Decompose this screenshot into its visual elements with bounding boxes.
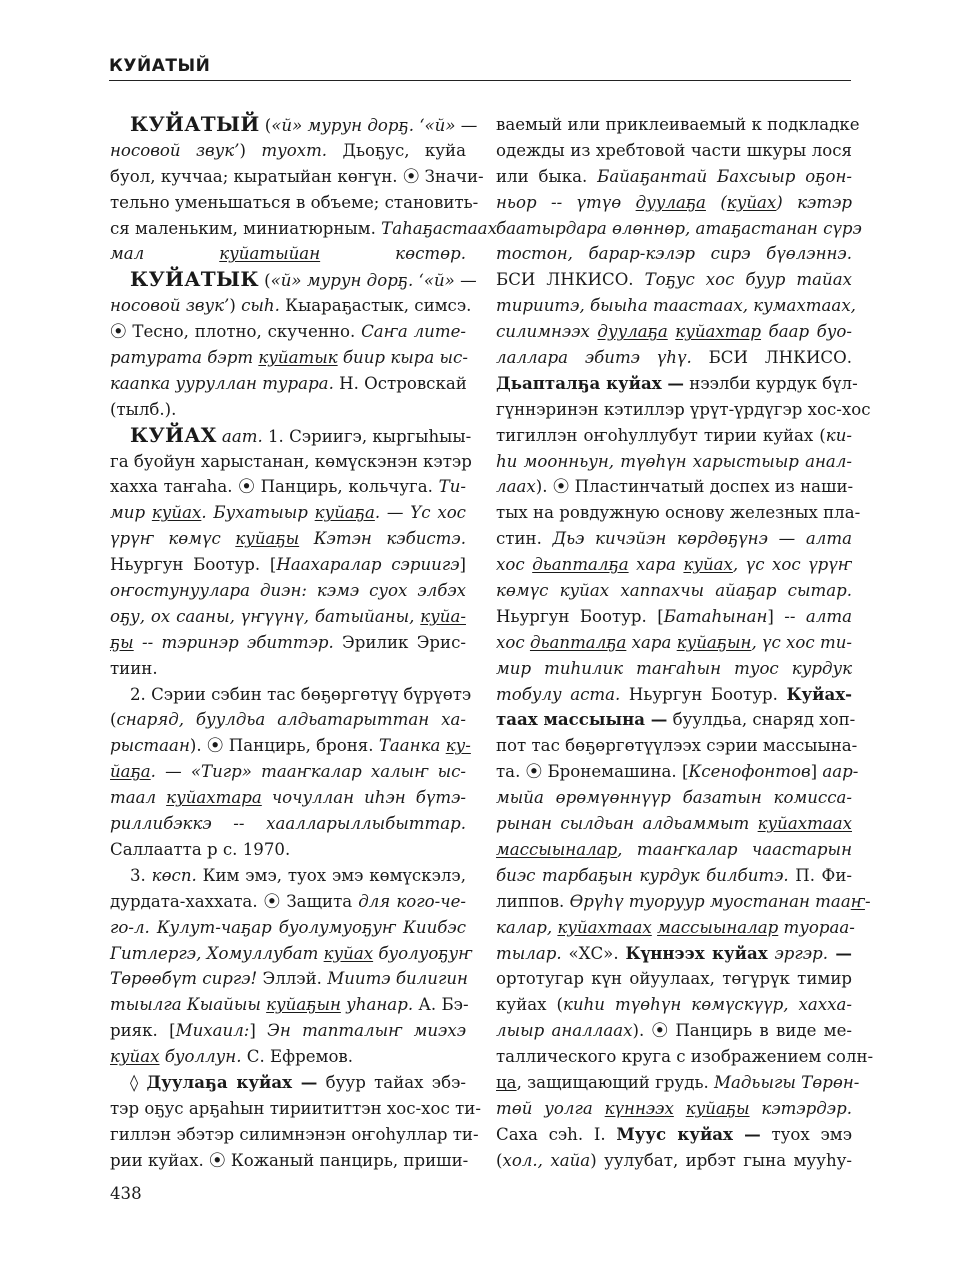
- sub-headword: Дьапталҕа куйах —: [496, 372, 684, 393]
- text-run: мир тиһилик таҥаһын туос курдук: [496, 658, 852, 678]
- text-run: гиллэн эбэтэр силимнэнэн оҥоһуллар ти-: [110, 1124, 479, 1144]
- text-line: [496, 1070, 860, 1096]
- text-run: . — «Тигр» тааҥкалар халыҥ ыс-: [150, 762, 466, 782]
- text-line: [496, 915, 855, 941]
- text-run: ньор -- үтүө: [496, 192, 636, 212]
- text-line: [110, 241, 466, 267]
- text-run: тигиллэн оҥоһуллубут тирии куйах (: [496, 425, 826, 445]
- text-run: [674, 1099, 686, 1118]
- text-run: одежды из хребтовой части шкуры лося: [496, 140, 852, 160]
- text-run: Ньургун Боотур. [: [110, 555, 277, 575]
- text-run: массыыналар: [496, 839, 618, 859]
- text-run: таллического круга с изображением солн-: [496, 1047, 874, 1067]
- text-run: йаҕа: [110, 762, 151, 782]
- text-run: БСИ ЛНКИСО.: [496, 270, 645, 290]
- text-line: [110, 941, 473, 967]
- text-line: [496, 449, 852, 475]
- text-run: дуулаҕа: [635, 192, 706, 212]
- text-run: туохт.: [261, 140, 328, 160]
- text-line: [496, 423, 852, 449]
- text-run: липпов.: [496, 891, 570, 911]
- text-run: аат.: [221, 426, 263, 446]
- text-line: [110, 811, 466, 837]
- text-run: силимнээх: [496, 322, 598, 342]
- text-line: [496, 604, 852, 630]
- text-run: Н. Островскай: [333, 373, 467, 393]
- text-line: [110, 630, 466, 656]
- text-run: «й» мурун дорҕ. ‘«й» —: [270, 271, 477, 291]
- text-line: [496, 889, 871, 915]
- text-run: Ти-: [438, 477, 466, 497]
- text-run: С. Ефремов.: [241, 1047, 354, 1067]
- text-run: (: [110, 710, 117, 730]
- text-line: [496, 319, 852, 345]
- text-run: хол., хайа: [502, 1150, 591, 1170]
- text-run: куйа-: [420, 606, 466, 626]
- text-run: Саҥа лите-: [361, 322, 466, 342]
- text-run: ки-: [825, 425, 852, 445]
- text-run: ]: [810, 762, 823, 782]
- text-run: тиин.: [110, 658, 158, 678]
- text-run: Кэтэн кэбистэ.: [299, 529, 466, 549]
- text-run: ): [239, 140, 262, 160]
- text-run: Гитлергэ, Хомуллубат: [110, 943, 324, 963]
- text-run: Таанка: [378, 736, 446, 756]
- text-line: [496, 785, 852, 811]
- text-line: [110, 785, 466, 811]
- text-run: куйах: [323, 943, 374, 963]
- text-line: [496, 1096, 852, 1122]
- text-run: куйахтара: [166, 788, 262, 808]
- text-run: хара: [626, 632, 677, 652]
- text-run: калар,: [496, 917, 558, 937]
- text-run: куйатыйан: [219, 244, 321, 264]
- text-run: биэс тарбаҕын курдук билбитэ.: [496, 865, 789, 885]
- sub-headword: —: [828, 942, 852, 963]
- text-line: [110, 915, 466, 941]
- text-run: дурдата-хаххата. ⦿ Защита: [110, 891, 359, 911]
- text-line: [496, 164, 852, 190]
- text-line: [110, 759, 466, 785]
- text-line: [110, 889, 466, 915]
- text-line: [110, 863, 466, 889]
- text-run: Саха сэһ. I.: [496, 1124, 617, 1144]
- text-line: [110, 345, 466, 371]
- text-run: киһи түөһүн көмүскүүр, хахха-: [562, 995, 852, 1015]
- text-line: [496, 1044, 874, 1070]
- text-line: [110, 422, 472, 449]
- text-line: [110, 526, 466, 552]
- text-run: га буойун харыстанан, көмүскэнэн кэтэр: [110, 451, 472, 471]
- text-run: Эн тапталыҥ миэхэ: [267, 1021, 467, 1041]
- text-line: [110, 190, 479, 216]
- text-line: [110, 500, 466, 526]
- text-run: А. Бэ-: [413, 995, 469, 1015]
- text-run: ся маленьким, миниатюрным.: [110, 218, 382, 238]
- text-line: [110, 578, 466, 604]
- text-line: [496, 216, 862, 242]
- headword: КУЙАТЫК: [130, 267, 259, 292]
- text-run: Ксенофонтов: [688, 762, 811, 782]
- text-run: (тылб.).: [110, 399, 177, 419]
- text-run: буур тайах эбэ-: [317, 1072, 466, 1092]
- text-run: . Бухатыыр: [201, 503, 315, 523]
- text-run: 1. Сэриигэ, кыргыһыы-: [262, 426, 472, 446]
- text-run: ). ⦿ Пластинчатый доспех из наши-: [535, 477, 854, 497]
- text-run: куйах (: [496, 995, 563, 1015]
- text-run: хос: [496, 632, 530, 652]
- text-run: аар-: [822, 762, 859, 782]
- text-run: Тоҕус хос буур тайах: [644, 270, 852, 290]
- text-line: [496, 578, 852, 604]
- text-run: баар буо-: [761, 322, 852, 342]
- text-run: тыылга Кыайыы: [110, 995, 267, 1015]
- text-run: ку-: [445, 736, 471, 756]
- text-run: 2. Сэрии сэбин тас бөҕөргөтүү бүрүөтэ: [130, 684, 472, 704]
- text-run: пот тас бөҕөргөтүүлээх сэрии массыына-: [496, 736, 858, 756]
- text-run: ца: [496, 1072, 517, 1092]
- text-run: тылар.: [496, 943, 562, 963]
- sub-headword: Куйах-: [786, 683, 852, 704]
- text-run: (: [705, 192, 727, 212]
- text-run: ҕы: [110, 632, 134, 652]
- text-line: [496, 500, 861, 526]
- text-run: ратурата бэрт: [110, 348, 259, 368]
- text-run: тельно уменьшаться в объеме; становить-: [110, 192, 479, 212]
- text-line: [110, 319, 466, 345]
- text-run: буулдьа, снаряд хоп-: [667, 710, 856, 730]
- text-line: [496, 345, 852, 371]
- text-run: чочуллан иһэн бүтэ-: [261, 788, 466, 808]
- text-run: «й» мурун дорҕ. ‘«й» —: [271, 116, 478, 135]
- text-line: [496, 397, 871, 423]
- text-run: тостон, барар-кэлэр сирэ бүөлэннэ.: [496, 244, 852, 264]
- text-run: көстөр.: [320, 244, 466, 264]
- text-run: или быка.: [496, 166, 598, 186]
- text-line: [496, 474, 852, 500]
- text-line: [110, 267, 477, 293]
- text-run: ]: [767, 606, 785, 626]
- text-line: [110, 1096, 481, 1122]
- text-run: -- тэринэр эбиттэр.: [133, 632, 334, 652]
- text-run: ). ⦿ Панцирь, броня.: [189, 736, 379, 756]
- text-run: куйахтар: [675, 322, 762, 342]
- text-run: хос: [496, 555, 533, 575]
- text-run: оҥостунуулара диэн: кэмэ суох элбэх: [110, 581, 466, 601]
- text-run: буол, куччаа; кыратыйан көҥүн. ⦿ Значи-: [110, 166, 484, 186]
- text-line: [110, 837, 466, 863]
- text-run: го-л. Кулут-чаҕар буолумуоҕуҥ Киибэс: [110, 917, 466, 937]
- text-run: Ким эмэ, туох эмэ көмүскэлэ,: [196, 865, 466, 885]
- text-run: БСИ ЛНКИСО.: [691, 348, 852, 368]
- text-run: Наахаралар сэриигэ: [276, 555, 460, 575]
- text-run: эргэр.: [774, 943, 828, 963]
- left-column: [110, 112, 497, 1174]
- text-run: ортотугар күн ойуулаах, төгүрүк тимир: [496, 969, 852, 989]
- text-line: [110, 552, 466, 578]
- text-run: нээлби курдук бүл-: [684, 373, 858, 393]
- text-run: ). ⦿ Панцирь в виде ме-: [632, 1021, 852, 1041]
- text-run: куйах: [683, 555, 733, 575]
- text-run: риллибэккэ -- хаалларыллыбыттар.: [110, 814, 466, 834]
- text-run: снаряд, буулдьа алдьатарыттан ха-: [116, 710, 466, 730]
- text-run: Ньургун Боотур. [: [496, 606, 664, 626]
- text-run: Өрүһү туоруур муостанан таа: [569, 891, 851, 911]
- text-line: [110, 474, 466, 500]
- text-run: лаллара эбитэ үһү.: [496, 348, 692, 368]
- text-line: [110, 1122, 479, 1148]
- text-line: [496, 733, 858, 759]
- text-line: [496, 941, 852, 967]
- text-run: куйаҕы: [235, 529, 300, 549]
- text-run: Ньургун Боотур.: [620, 684, 787, 704]
- text-run: туох эмэ: [760, 1124, 852, 1144]
- text-line: [110, 992, 469, 1018]
- text-line: [496, 190, 852, 216]
- text-run: ): [229, 296, 242, 316]
- text-run: Саллаатта р с. 1970.: [110, 839, 291, 859]
- text-run: оҕу, ох сааны, үҥүүнү, батыйаны,: [110, 606, 421, 626]
- text-run: рияк. [: [110, 1021, 176, 1041]
- text-line: [110, 656, 466, 682]
- text-line: [496, 811, 852, 837]
- text-run: дьапталҕа: [532, 555, 629, 575]
- text-run: Таһаҕастаах: [381, 218, 497, 238]
- text-line: [110, 682, 472, 708]
- text-line: [496, 863, 852, 889]
- text-line: [496, 656, 852, 682]
- text-run: лыыр аналлаах: [496, 1021, 633, 1041]
- text-line: [110, 449, 472, 475]
- text-run: ҥ: [850, 891, 865, 911]
- text-run: (: [496, 1150, 503, 1170]
- text-line: [496, 682, 852, 708]
- text-run: көсп.: [151, 865, 197, 885]
- text-run: куйах: [151, 503, 202, 523]
- text-run: мыйа өрөмүөннүүр базатын комисса-: [496, 788, 852, 808]
- text-line: [496, 267, 852, 293]
- text-run: ) уулубат, ирбэт гына мууһу-: [590, 1150, 852, 1170]
- text-line: [110, 1148, 469, 1174]
- text-line: [496, 293, 856, 319]
- text-run: Эллэй.: [257, 969, 328, 989]
- text-run: носовой звук’: [110, 140, 240, 160]
- text-line: [496, 241, 852, 267]
- text-run: биир кыра ыс-: [337, 348, 468, 368]
- text-run: дуулаҕа: [597, 322, 668, 342]
- text-run: «ХС».: [561, 943, 626, 963]
- text-run: стин.: [496, 529, 553, 549]
- text-run: көмүс куйах хаппахчы айаҕар сытар.: [496, 581, 852, 601]
- text-run: мир: [110, 503, 152, 523]
- text-run: куйах: [726, 192, 777, 212]
- text-line: [496, 630, 852, 656]
- text-run: үрүҥ көмүс: [110, 529, 236, 549]
- text-run: ◊: [130, 1072, 147, 1092]
- header-title: КУЙАТЫЙ: [109, 56, 211, 76]
- text-run: Батаһынан: [663, 606, 768, 626]
- text-run: таал: [110, 788, 167, 808]
- text-run: куйаҕын: [676, 632, 752, 652]
- headword: КУЙАХ: [130, 422, 217, 447]
- text-run: , тааҥкалар чаастарын: [617, 839, 852, 859]
- text-line: [496, 526, 852, 552]
- text-line: [110, 1044, 466, 1070]
- text-run: массыыналар: [657, 917, 779, 937]
- text-run: лаах: [496, 477, 536, 497]
- text-run: Миитэ билигин: [327, 969, 468, 989]
- text-line: [110, 371, 466, 397]
- text-run: носовой звук’: [110, 296, 230, 316]
- text-run: П. Фи-: [788, 865, 852, 885]
- text-run: , үс хос үрүҥ: [732, 555, 852, 575]
- text-run: куйаҕы: [685, 1098, 750, 1118]
- text-run: Дьоҕус, куйа: [327, 140, 467, 160]
- text-run: Байаҕантай Бахсыыр оҕон-: [597, 166, 852, 186]
- text-run: дьапталҕа: [529, 632, 627, 652]
- text-run: , үс хос ти-: [751, 632, 852, 652]
- text-run: һи моонньун, түөһүн харыстыыр анал-: [496, 451, 852, 471]
- text-line: [496, 1148, 852, 1174]
- text-line: [496, 552, 852, 578]
- text-line: [496, 138, 852, 164]
- text-run: тых на ровдужную основу железных пла-: [496, 503, 861, 523]
- text-run: рыстаан: [110, 736, 190, 756]
- text-line: [110, 707, 466, 733]
- text-run: -- алта: [784, 606, 853, 626]
- text-run: баатырдара өлөннөр, атаҕастанан сүрэ: [496, 218, 862, 238]
- text-run: куйахтаах: [557, 917, 652, 937]
- text-run: [768, 944, 775, 963]
- text-line: [496, 837, 852, 863]
- text-run: (: [258, 271, 271, 291]
- text-run: күннээх: [604, 1098, 674, 1118]
- text-run: . — Үс хос: [374, 503, 466, 523]
- right-column: [496, 112, 874, 1174]
- text-run: каапка ууруллан турара.: [110, 373, 334, 393]
- text-run: Эрилик Эрис-: [333, 632, 466, 652]
- text-run: тэр оҕус арҕаһын тириититтэн хос-хос ти-: [110, 1098, 481, 1118]
- text-run: Кыараҕастык, симсэ.: [279, 296, 472, 316]
- sub-headword: Муус куйах —: [616, 1123, 761, 1144]
- text-line: [496, 759, 859, 785]
- text-run: гүннэринэн кэтиллэр үрүт-үрдүгэр хос-хос: [496, 399, 871, 419]
- text-line: [110, 164, 484, 190]
- text-line: [110, 138, 466, 164]
- text-run: (: [259, 116, 272, 135]
- text-line: [496, 707, 856, 733]
- text-line: [110, 733, 471, 759]
- text-line: [110, 1070, 466, 1096]
- text-run: куйах: [110, 1047, 160, 1067]
- text-run: та. ⦿ Бронемашина. [: [496, 762, 689, 782]
- text-run: уһанар.: [340, 995, 414, 1015]
- text-run: мал: [110, 244, 220, 264]
- text-run: куйаҕа: [314, 503, 375, 523]
- text-run: ⦿ Тесно, плотно, скученно.: [110, 322, 362, 342]
- text-line: [110, 966, 466, 992]
- text-run: тириитэ, быыһа таастаах, кумахтаах,: [496, 296, 856, 316]
- text-line: [110, 1018, 466, 1044]
- text-run: буоллун.: [159, 1047, 242, 1067]
- text-run: ]: [459, 555, 466, 575]
- text-line: [110, 293, 472, 319]
- text-line: [110, 112, 478, 138]
- text-run: Дьэ кичэйэн көрдөҕүнэ — алта: [552, 529, 852, 549]
- text-line: [496, 992, 852, 1018]
- text-run: 3.: [130, 865, 152, 885]
- text-run: сыһ.: [241, 296, 280, 316]
- text-run: рии куйах. ⦿ Кожаный панцирь, приши-: [110, 1150, 469, 1170]
- text-run: для кого-че-: [358, 891, 466, 911]
- running-header: [109, 54, 851, 81]
- text-run: ]: [249, 1021, 268, 1041]
- sub-headword: Дуулаҕа куйах —: [146, 1071, 318, 1092]
- text-run: Михаил:: [175, 1021, 250, 1041]
- headword: КУЙАТЫЙ: [130, 112, 260, 136]
- text-line: [110, 604, 466, 630]
- text-run: төй уолга: [496, 1098, 605, 1118]
- text-line: [496, 966, 852, 992]
- text-line: [496, 1018, 852, 1044]
- text-line: [110, 216, 497, 242]
- text-run: ) кэтэр: [776, 192, 852, 212]
- text-run: буолуоҕуҥ: [373, 943, 473, 963]
- page-number: 438: [110, 1184, 142, 1203]
- text-line: [496, 112, 860, 138]
- text-run: ваемый или приклеиваемый к подкладке: [496, 115, 860, 134]
- sub-headword: таах массыына —: [496, 709, 668, 730]
- text-run: -: [864, 891, 871, 911]
- text-run: куйаҕын: [266, 995, 341, 1015]
- text-run: Төрөөбүт сиргэ!: [110, 969, 258, 989]
- text-run: рынан сылдьан алдьаммыт: [496, 814, 758, 834]
- text-run: тобулу аста.: [496, 684, 621, 704]
- text-run: туораа-: [778, 917, 855, 937]
- text-line: [496, 1122, 852, 1148]
- text-run: , защищающий грудь.: [516, 1072, 715, 1092]
- text-line: [110, 397, 466, 423]
- text-run: кэтэрдэр.: [749, 1098, 852, 1118]
- sub-headword: Күннээх куйах: [625, 942, 768, 963]
- text-run: куйахтаах: [757, 814, 852, 834]
- text-run: Мадьыгы Төрөн-: [714, 1072, 860, 1092]
- text-line: [496, 371, 858, 397]
- text-run: хахха таҥаһа. ⦿ Панцирь, кольчуга.: [110, 477, 439, 497]
- text-run: хара: [628, 555, 684, 575]
- text-run: куйатык: [258, 348, 338, 368]
